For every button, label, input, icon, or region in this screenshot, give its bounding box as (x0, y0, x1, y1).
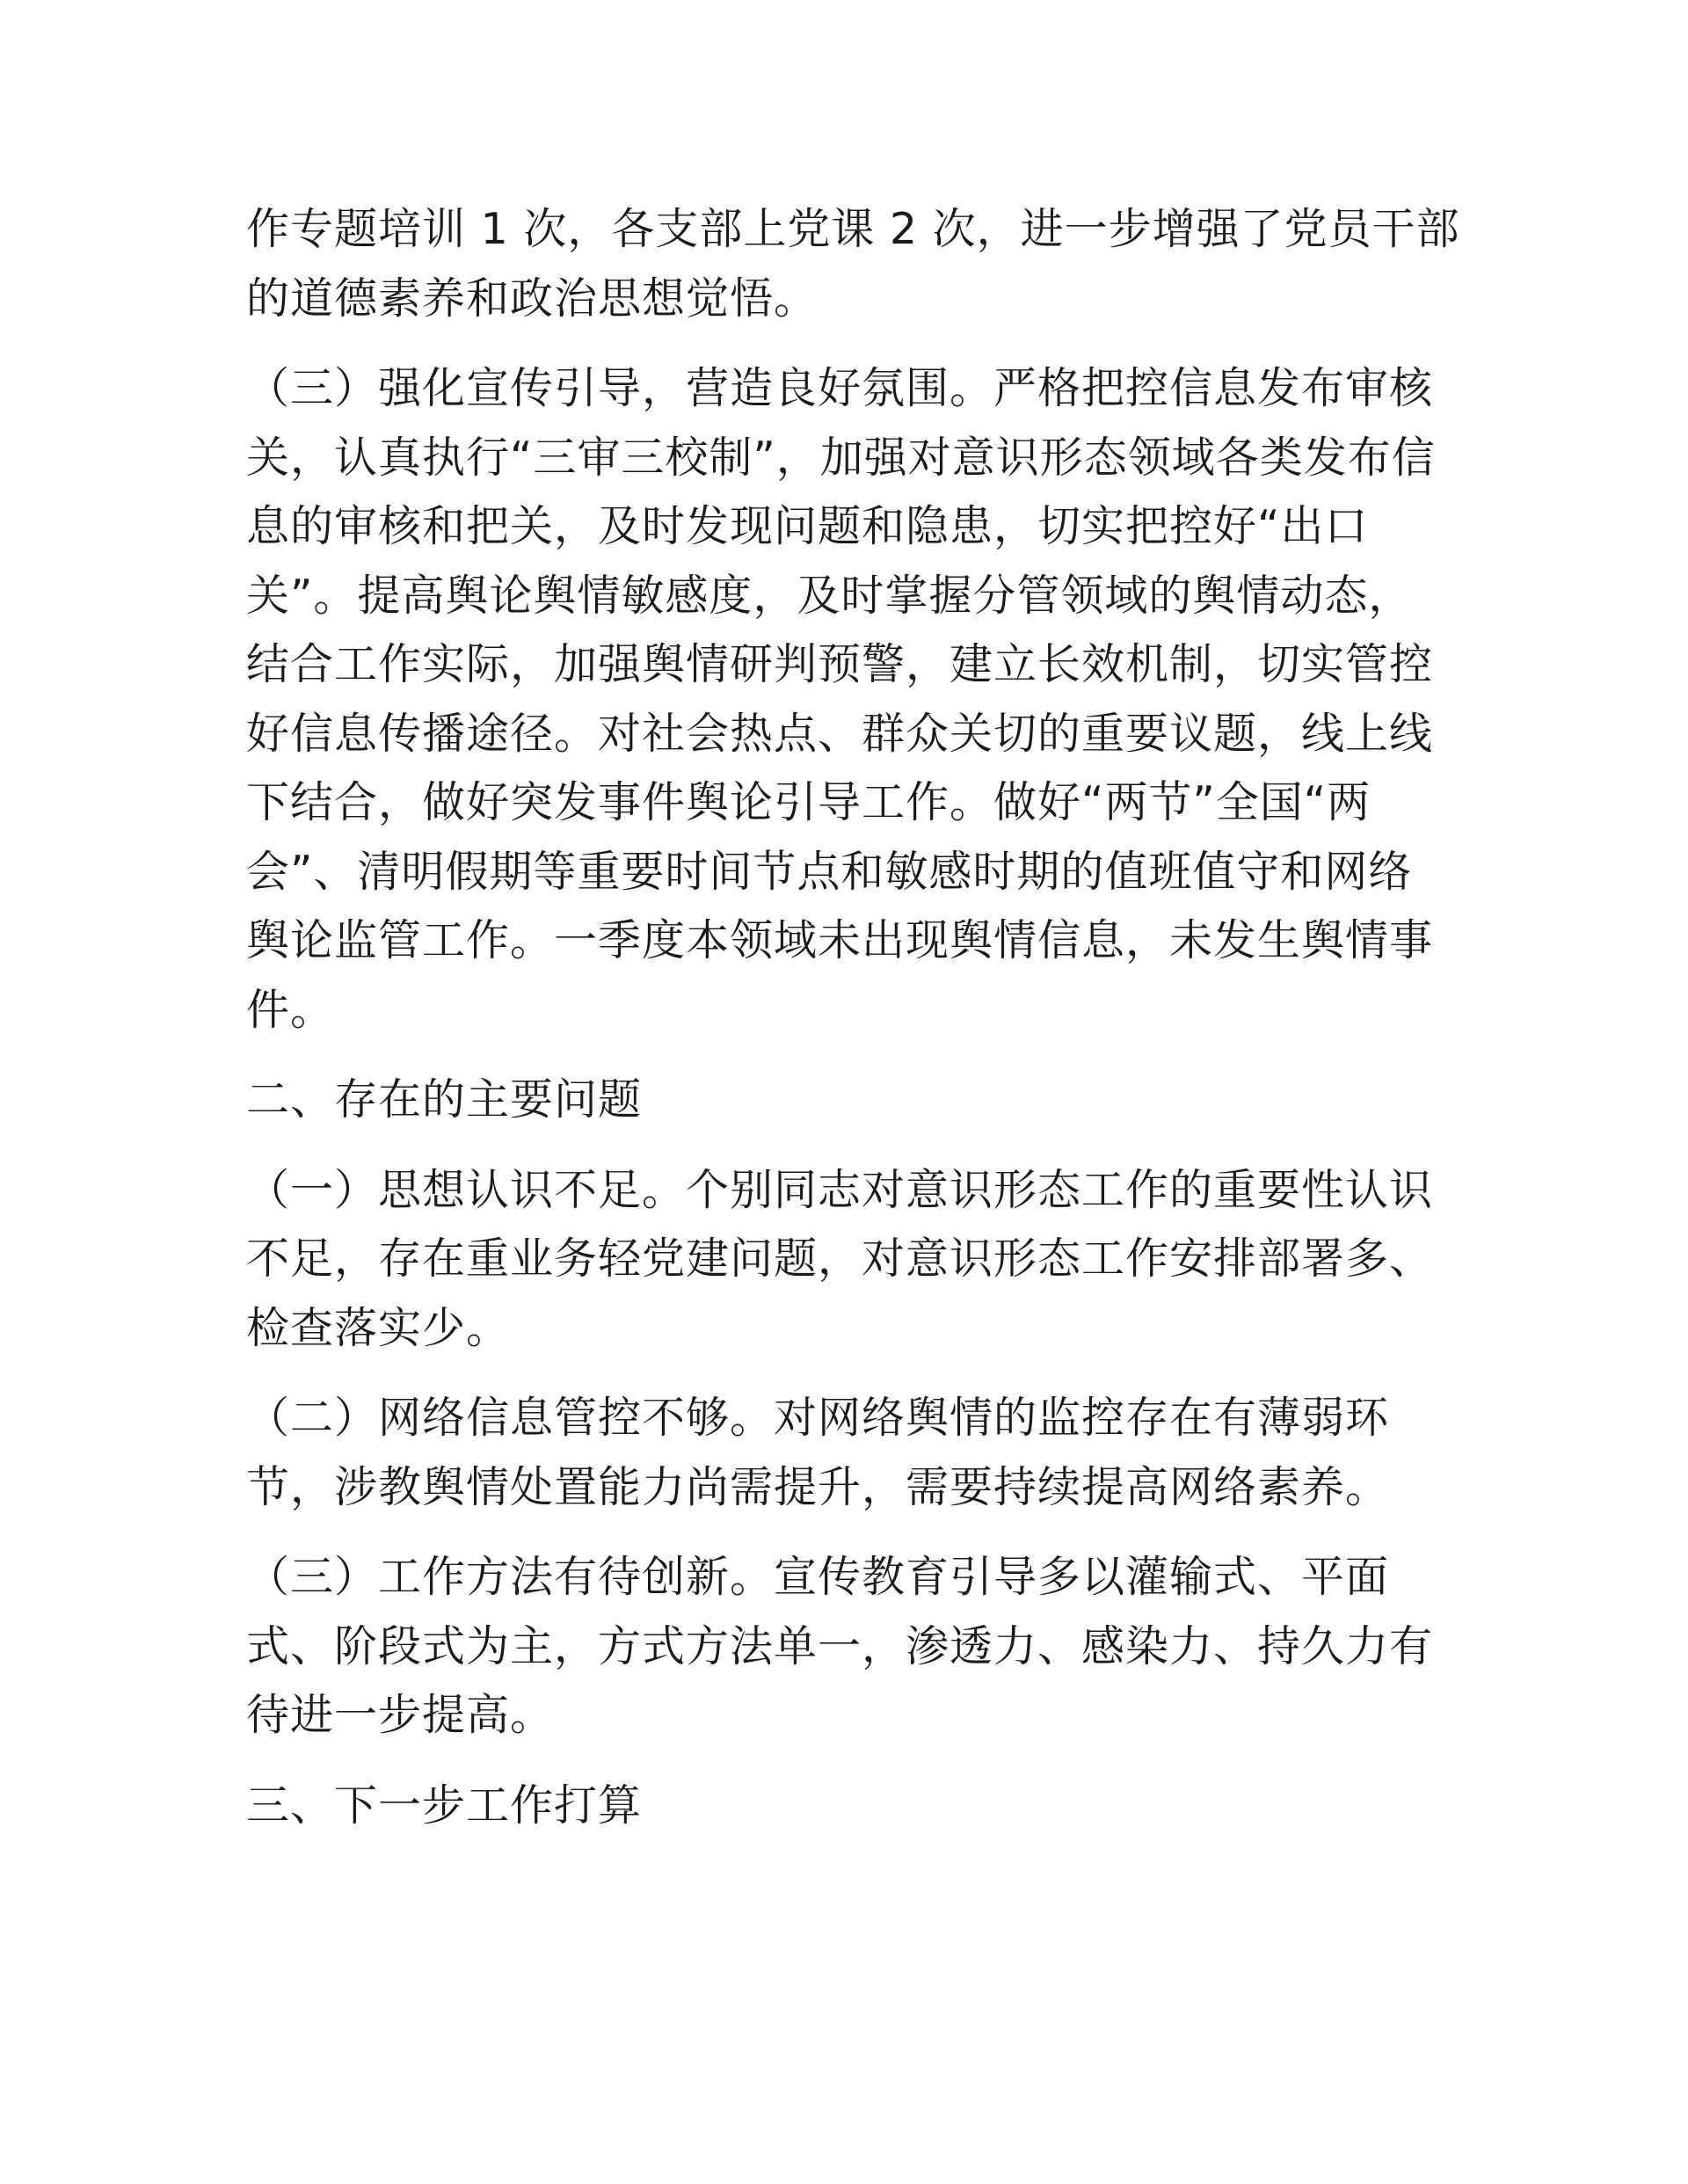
text-line: 式、阶段式为主，方式方法单一，渗透力、感染力、持久力有 (246, 1620, 1434, 1671)
text-line: （三）强化宣传引导，营造良好氛围。严格把控信息发布审核 (246, 363, 1434, 413)
heading-text: 二、存在的主要问题 (246, 1074, 643, 1125)
text-line: 检查落实少。 (246, 1302, 511, 1353)
paragraph-network-control (246, 1384, 1442, 1522)
text-line: （二）网络信息管控不够。对网络舆情的监控存在有薄弱环 (246, 1393, 1390, 1443)
text-line: 舆论监管工作。一季度本领域未出现舆情信息，未发生舆情事 (246, 915, 1434, 965)
text-line: 作专题培训 1 次，各支部上党课 2 次，进一步增强了党员干部 (246, 204, 1460, 254)
section-heading-problems (246, 1066, 1442, 1135)
paragraph-training-summary (246, 195, 1460, 333)
text-line: 息的审核和把关，及时发现问题和隐患，切实把控好“出口 (246, 501, 1369, 551)
text-line: 会”、清明假期等重要时间节点和敏感时期的值班值守和网络 (246, 846, 1413, 897)
heading-text: 三、下一步工作打算 (246, 1780, 643, 1831)
text-line: 不足，存在重业务轻党建问题，对意识形态工作安排部署多、 (246, 1234, 1434, 1284)
text-line: （三）工作方法有待创新。宣传教育引导多以灌输式、平面 (246, 1552, 1390, 1602)
text-line: 结合工作实际，加强舆情研判预警，建立长效机制，切实管控 (246, 639, 1434, 689)
text-line: 关，认真执行“三审三校制”，加强对意识形态领域各类发布信 (246, 432, 1436, 483)
paragraph-work-methods (246, 1543, 1442, 1751)
text-line: 下结合，做好突发事件舆论引导工作。做好“两节”全国“两 (246, 777, 1372, 827)
document-body (246, 195, 1460, 1861)
text-line: （一）思想认识不足。个别同志对意识形态工作的重要性认识 (246, 1164, 1434, 1215)
text-line: 待进一步提高。 (246, 1690, 555, 1740)
paragraph-awareness (246, 1156, 1442, 1364)
text-line: 好信息传播途径。对社会热点、群众关切的重要议题，线上线 (246, 708, 1434, 759)
text-line: 关”。提高舆论舆情敏感度，及时掌握分管领域的舆情动态， (246, 570, 1413, 621)
text-line: 的道德素养和政治思想觉悟。 (246, 273, 819, 324)
paragraph-publicity-guidance (246, 354, 1442, 1045)
text-line: 节，涉教舆情处置能力尚需提升，需要持续提高网络素养。 (246, 1461, 1390, 1512)
text-line: 件。 (246, 984, 335, 1035)
section-heading-next-steps (246, 1772, 1442, 1841)
